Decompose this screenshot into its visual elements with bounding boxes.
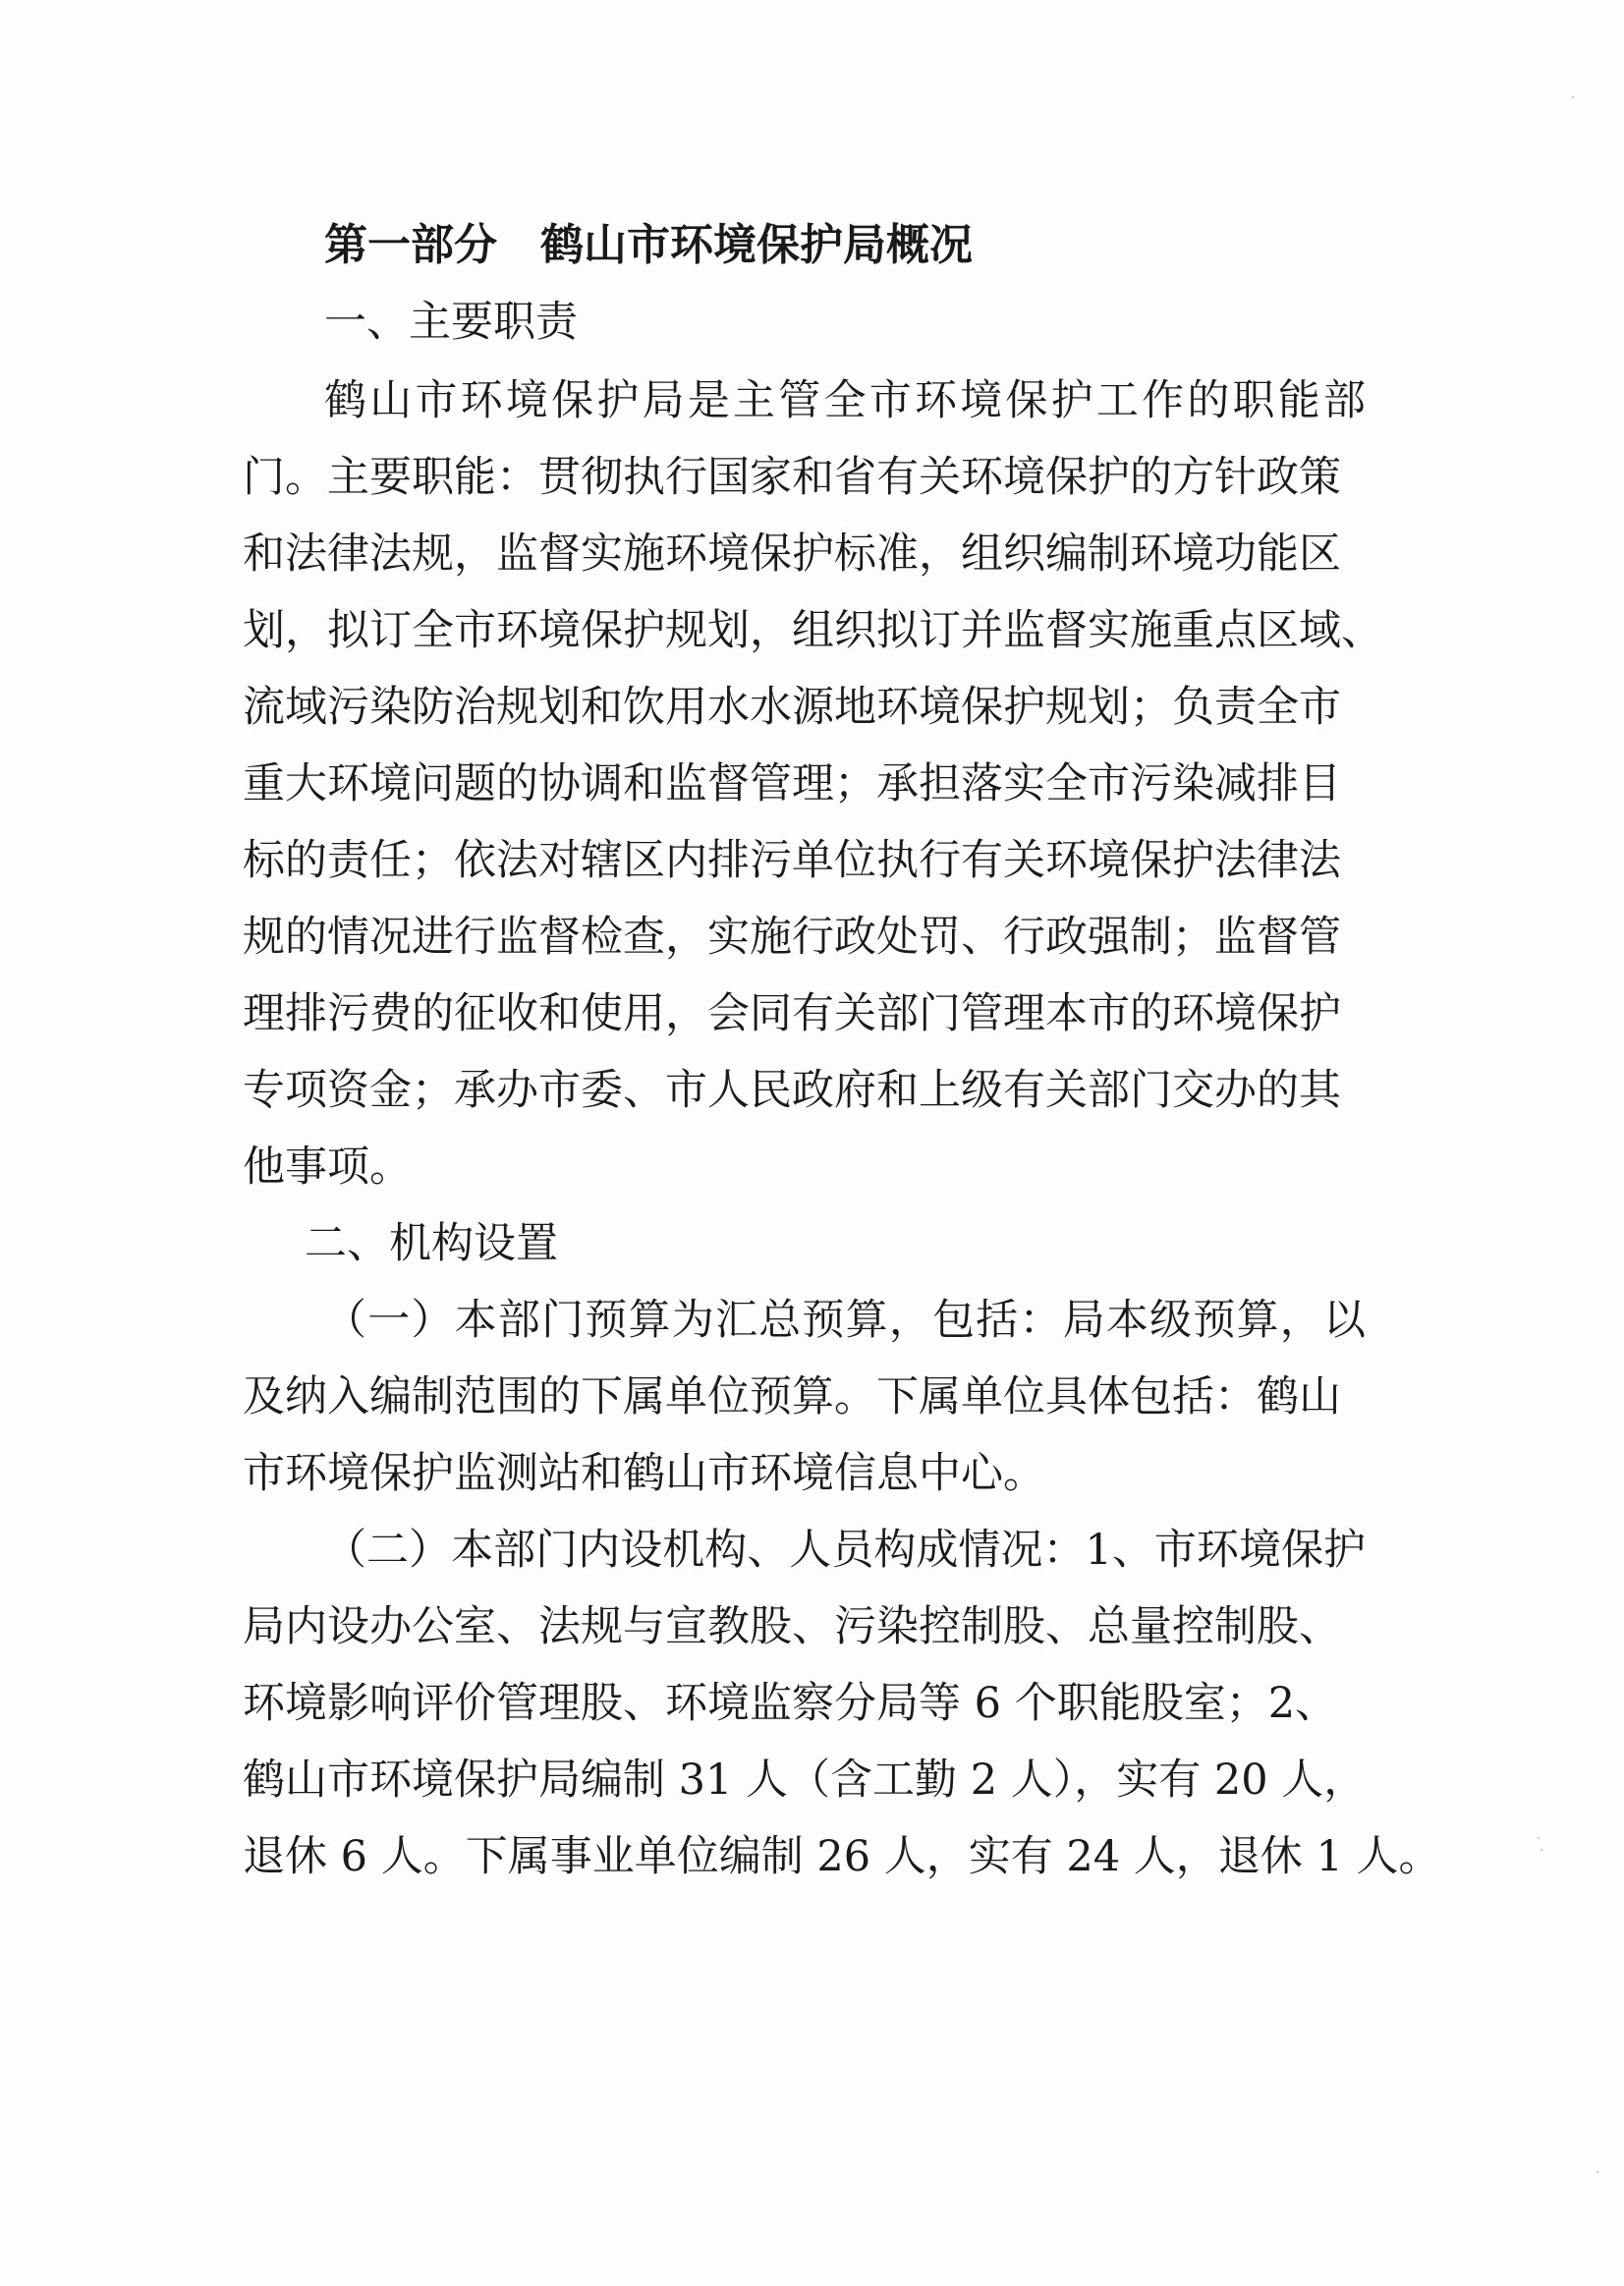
duties-line-6: 重大环境问题的协调和监督管理；承担落实全市污染减排目	[243, 759, 1341, 808]
duties-line-3: 和法律法规，监督实施环境保护标准，组织编制环境功能区	[243, 530, 1341, 579]
scan-speck	[1596, 2171, 1598, 2173]
page-title: 第一部分 鹤山市环境保护局概况	[324, 220, 973, 270]
duties-line-2: 门。主要职能：贯彻执行国家和省有关环境保护的方针政策	[243, 453, 1341, 502]
org-para1-line-1: （一）本部门预算为汇总预算，包括：局本级预算，以	[324, 1296, 1366, 1345]
scan-speck	[1572, 96, 1574, 98]
scan-speck	[1540, 1849, 1542, 1851]
section-heading-org: 二、机构设置	[305, 1219, 558, 1268]
duties-line-10: 专项资金；承办市委、市人民政府和上级有关部门交办的其	[243, 1066, 1341, 1115]
org-para2-line-2: 局内设办公室、法规与宣教股、污染控制股、总量控制股、	[243, 1602, 1341, 1651]
duties-line-5: 流域污染防治规划和饮用水水源地环境保护规划；负责全市	[243, 683, 1341, 732]
duties-line-7: 标的责任；依法对辖区内排污单位执行有关环境保护法律法	[243, 836, 1341, 885]
org-para1-line-2: 及纳入编制范围的下属单位预算。下属单位具体包括：鹤山	[243, 1372, 1341, 1422]
org-para2-line-1: （二）本部门内设机构、人员构成情况：1、市环境保护	[324, 1526, 1366, 1575]
org-para2-line-5: 退休 6 人。下属事业单位编制 26 人，实有 24 人，退休 1 人。	[243, 1832, 1441, 1881]
duties-line-11: 他事项。	[243, 1143, 412, 1192]
duties-line-8: 规的情况进行监督检查，实施行政处罚、行政强制；监督管	[243, 913, 1341, 962]
scan-speck	[1538, 1837, 1540, 1839]
duties-line-9: 理排污费的征收和使用，会同有关部门管理本市的环境保护	[243, 989, 1341, 1038]
duties-line-4: 划，拟订全市环境保护规划，组织拟订并监督实施重点区域、	[243, 606, 1383, 655]
section-heading-duties: 一、主要职责	[324, 298, 578, 347]
org-para2-line-3: 环境影响评价管理股、环境监察分局等 6 个职能股室；2、	[243, 1679, 1338, 1728]
duties-line-1: 鹤山市环境保护局是主管全市环境保护工作的职能部	[324, 376, 1366, 425]
org-para1-line-3: 市环境保护监测站和鹤山市环境信息中心。	[243, 1449, 1045, 1498]
org-para2-line-4: 鹤山市环境保护局编制 31 人（含工勤 2 人），实有 20 人，	[243, 1756, 1367, 1805]
